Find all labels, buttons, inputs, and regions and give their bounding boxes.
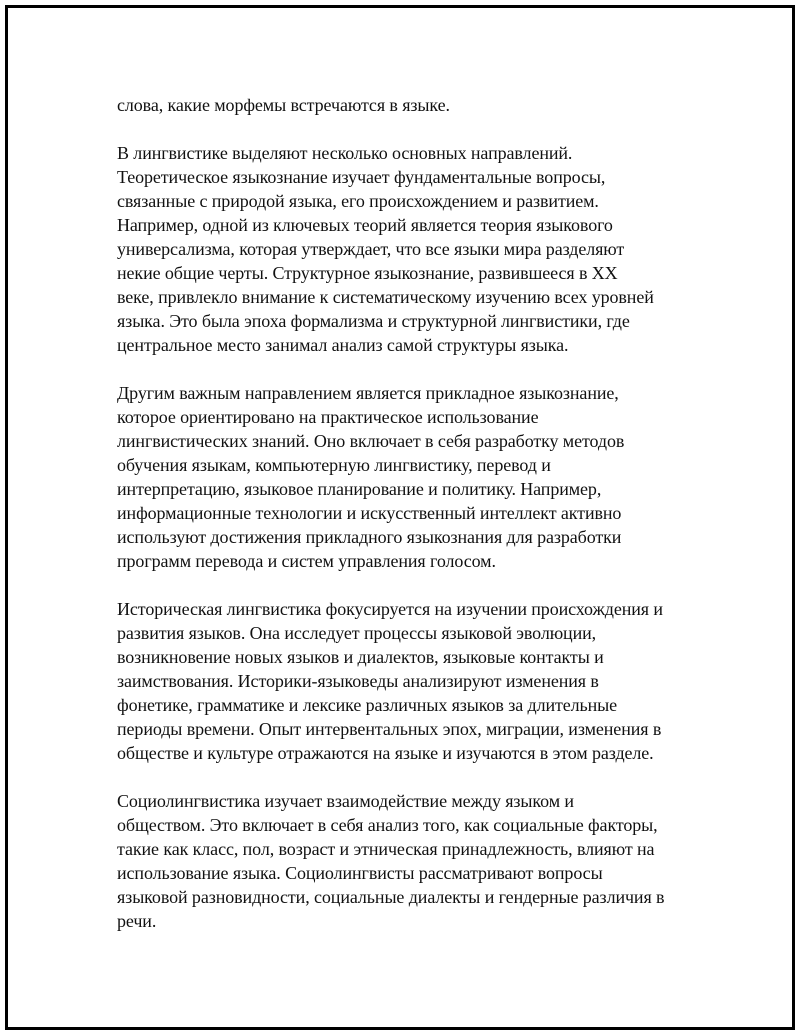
text-line: использование языка. Социолингвисты рассматривают вопросы [117,863,603,883]
text-line: развития языков. Она исследует процессы языковой эволюции, [117,623,597,643]
text-line: В лингвистике выделяют несколько основных направлений. [117,143,573,163]
document-body [117,93,717,933]
text-line: некие общие черты. Структурное языкознание, развившееся в XX [117,263,618,283]
text-line: Социолингвистика изучает взаимодействие между языком и [117,791,574,811]
paragraph-gap [117,765,717,789]
paragraph [117,93,717,117]
text-line: слова, какие морфемы встречаются в языке. [117,95,450,115]
text-line: языковой разновидности, социальные диалекты и гендерные различия в [117,887,665,907]
text-line: Историческая лингвистика фокусируется на изучении происхождения и [117,599,663,619]
text-line: которое ориентировано на практическое использование [117,407,539,427]
text-line: универсализма, которая утверждает, что все языки мира разделяют [117,239,625,259]
text-line: центральное место занимал анализ самой структуры языка. [117,335,569,355]
paragraph-gap [117,117,717,141]
text-line: Другим важным направлением является прикладное языкознание, [117,383,619,403]
paragraph-gap [117,573,717,597]
text-line: языка. Это была эпоха формализма и структурной лингвистики, где [117,311,630,331]
text-line: лингвистических знаний. Оно включает в себя разработку методов [117,431,625,451]
text-line: интерпретацию, языковое планирование и политику. Например, [117,479,602,499]
text-line: обучения языкам, компьютерную лингвистику, перевод и [117,455,551,475]
text-line: такие как класс, пол, возраст и этническая принадлежность, влияют на [117,839,655,859]
text-line: программ перевода и систем управления голосом. [117,551,496,571]
text-line: веке, привлекло внимание к систематическому изучению всех уровней [117,287,654,307]
text-line: речи. [117,911,157,931]
text-line: возникновение новых языков и диалектов, языковые контакты и [117,647,604,667]
paragraph [117,597,717,765]
paragraph [117,789,717,933]
text-line: связанные с природой языка, его происхождением и развитием. [117,191,599,211]
text-line: обществе и культуре отражаются на языке и изучаются в этом разделе. [117,743,654,763]
paragraph [117,141,717,357]
text-line: периоды времени. Опыт интервентальных эпох, миграции, изменения в [117,719,662,739]
text-line: фонетике, грамматике и лексике различных языков за длительные [117,695,618,715]
text-line: Например, одной из ключевых теорий является теория языкового [117,215,613,235]
paragraph-gap [117,357,717,381]
paragraph [117,381,717,573]
text-line: используют достижения прикладного языкознания для разработки [117,527,622,547]
text-line: информационные технологии и искусственный интеллект активно [117,503,622,523]
text-line: заимствования. Историки-языковеды анализируют изменения в [117,671,599,691]
text-line: Теоретическое языкознание изучает фундаментальные вопросы, [117,167,606,187]
text-line: обществом. Это включает в себя анализ того, как социальные факторы, [117,815,658,835]
